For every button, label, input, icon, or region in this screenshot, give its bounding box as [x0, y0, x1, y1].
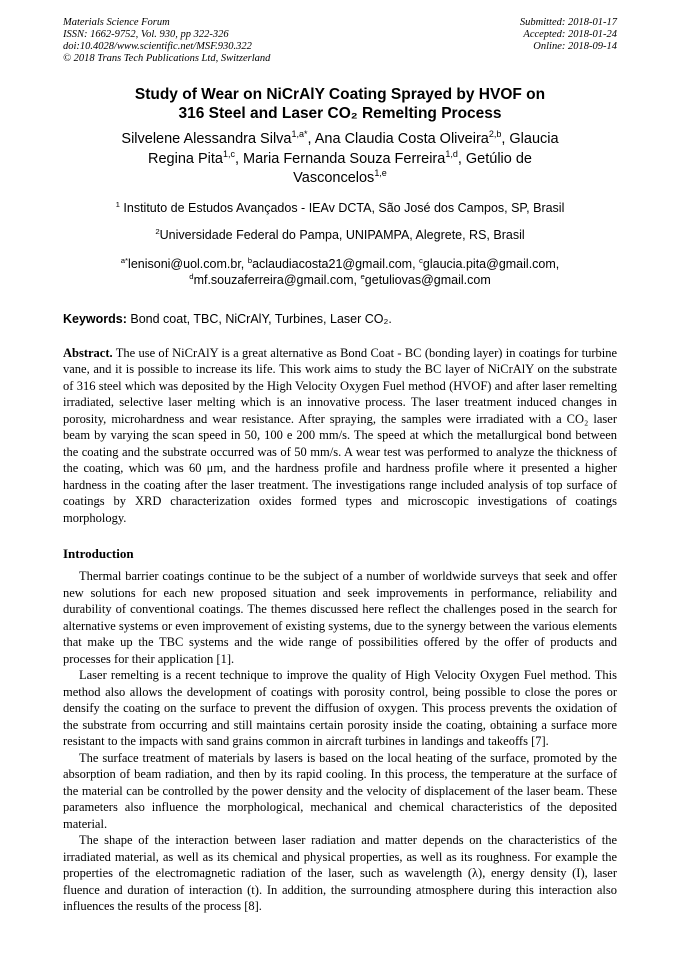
- affiliation-marker: 2: [155, 226, 160, 236]
- author-separator: ,: [501, 131, 510, 147]
- affiliation-2: [63, 228, 617, 243]
- online-date: Online: 2018-09-14: [533, 41, 617, 52]
- email-separator: ,: [555, 256, 560, 271]
- email-marker: e: [360, 271, 365, 281]
- journal-header: [63, 17, 617, 65]
- affiliation-1: [63, 201, 617, 216]
- email-address: mf.souzaferreira@gmail.com: [193, 273, 354, 287]
- email-address: aclaudiacosta21@gmail.com: [252, 256, 413, 271]
- paragraph: The surface treatment of materials by lasers is based on the local heating of the surface, promoted by the absorption of beam radiation, and then by its rapid cooling. In this process, the temperature at the surface of the material can be controlled by the power density and the velocity of displacement of the laser beam. These parameters also influence the morphological, mechanical and chemical characteristics of the deposited material.: [63, 750, 617, 831]
- email: [189, 273, 360, 287]
- author-name: Silvelene Alessandra Silva: [121, 131, 292, 147]
- email-separator: ,: [240, 256, 248, 271]
- email-marker: a*: [120, 255, 129, 265]
- author-affiliation-marker: 1,e: [374, 168, 387, 179]
- author-emails: [110, 256, 570, 289]
- affiliation-text: Instituto de Estudos Avançados - IEAv DCTA, São José dos Campos, SP, Brasil: [119, 200, 565, 215]
- email-address: getuliovas@gmail.com: [364, 273, 491, 287]
- paragraph: The shape of the interaction between laser radiation and matter depends on the characteristics of the irradiated material, as well as its chemical and physical properties, as well as its roughness. For example the properties of the electromagnetic radiation of the laser, such as wavelength (λ), energy density (I), laser fluence and duration of interaction (t). In addition, the surrounding atmosphere during this interaction also influences the results of the process [8].: [63, 833, 617, 913]
- submitted-date: Submitted: 2018-01-17: [519, 17, 617, 28]
- author-name: Ana Claudia Costa Oliveira: [314, 131, 489, 147]
- submission-dates: [520, 17, 617, 65]
- abstract: [63, 345, 617, 527]
- author-name: Glaucia Regina Pita: [148, 131, 559, 167]
- author-separator: ,: [307, 131, 315, 147]
- author: [315, 131, 510, 147]
- author-affiliation-marker: 1,a*: [291, 129, 308, 140]
- abstract-text: The use of NiCrAlY is a great alternative as Bond Coat - BC (bonding layer) in coatings for turbine vane, and it is possible to increase its life. This work aims to study the BC layer of NiCrAlY on the substrate of 316 steel which was deposited by the High Velocity Oxygen Fuel method (HVOF) and after laser remelting irradiated, selective laser melting which is an innovative process. The laser treatment induced changes in porosity, microhardness and wear resistance. After spraying, the samples were irradiated with a CO₂ laser beam by varying the scan speed in 50, 100 e 200 mm/s. The speed at which the metallurgical bond between the coating and the substrate occurred was of 50 mm/s. A wear test was performed to analyze the thickness of the coating, which was 60 μm, and the hardness profile and hardness profile where it presented a higher hardness in the coating after the laser treatment. The investigations range included analysis of top surface of coatings by XRD characterization oxides formed types and microscopic investigations of coatings morphology.: [63, 345, 617, 525]
- email: [121, 257, 248, 271]
- email: [248, 257, 419, 271]
- section-heading-introduction: Introduction: [63, 546, 134, 561]
- affiliation-text: Universidade Federal do Pampa, UNIPAMPA, Alegrete, RS, Brasil: [159, 227, 525, 242]
- abstract-label: Abstract.: [63, 345, 113, 360]
- email-address: lenisoni@uol.com.br: [128, 256, 241, 271]
- authors-line: [108, 130, 573, 189]
- paragraph: Thermal barrier coatings continue to be the subject of a number of worldwide surveys that seek and offer new solutions for each new proposed situation and seek improvements in performance, reliability and durability of conventional coatings. The themes discussed here reflect the challenges posed in the search for alternative systems or even improvement of existing systems, due to the synergy between the various elements that make up the TBC systems and the wide range of possibilities offered by the offer of products and processes for their application [1].: [63, 569, 617, 666]
- author-name: Maria Fernanda Souza Ferreira: [243, 150, 446, 167]
- accepted-date: Accepted: 2018-01-24: [523, 29, 617, 40]
- keywords-text: Bond coat, TBC, NiCrAlY, Turbines, Laser CO₂.: [126, 311, 392, 326]
- email-separator: ,: [412, 256, 420, 271]
- journal-copyright: © 2018 Trans Tech Publications Ltd, Switzerland: [63, 53, 271, 64]
- keywords-line: [63, 311, 617, 327]
- journal-name: Materials Science Forum: [63, 17, 170, 28]
- email-marker: b: [247, 255, 253, 265]
- author-affiliation-marker: 1,c: [222, 148, 235, 159]
- keywords-label: Keywords:: [63, 311, 127, 326]
- author-affiliation-marker: 1,d: [445, 148, 458, 159]
- author-separator: ,: [457, 150, 466, 167]
- paragraph: Laser remelting is a recent technique to improve the quality of High Velocity Oxygen Fuel method. This method also allows the development of coatings with porosity control, being possible to close the pores or densify the coating on the surface to prevent the diffusion of oxygen. This process prevents the oxidation of the substrate from occurring and still maintains certain porosity inside the coating, obtaining a surface more resistant to the impacts with sand grains common in aircraft turbines in landings and takeoffs [7].: [63, 668, 617, 748]
- author-affiliation-marker: 2,b: [488, 129, 502, 140]
- journal-info: [63, 17, 270, 65]
- author: [243, 148, 466, 167]
- author: [121, 131, 314, 147]
- email: [419, 257, 559, 271]
- email-address: glaucia.pita@gmail.com: [422, 256, 556, 271]
- author-separator: ,: [234, 150, 244, 167]
- affiliation-marker: 1: [115, 199, 120, 209]
- journal-doi: doi:10.4028/www.scientific.net/MSF.930.322: [63, 41, 252, 52]
- paper-title: Study of Wear on NiCrAlY Coating Sprayed by HVOF on 316 Steel and Laser CO₂ Remelting Process: [134, 86, 546, 122]
- email-marker: c: [419, 255, 423, 265]
- email: [360, 273, 490, 287]
- journal-issn-volume: ISSN: 1662-9752, Vol. 930, pp 322-326: [63, 29, 229, 40]
- email-marker: d: [189, 271, 194, 281]
- author-name: Getúlio de Vasconcelos: [293, 150, 532, 186]
- email-separator: ,: [353, 273, 361, 287]
